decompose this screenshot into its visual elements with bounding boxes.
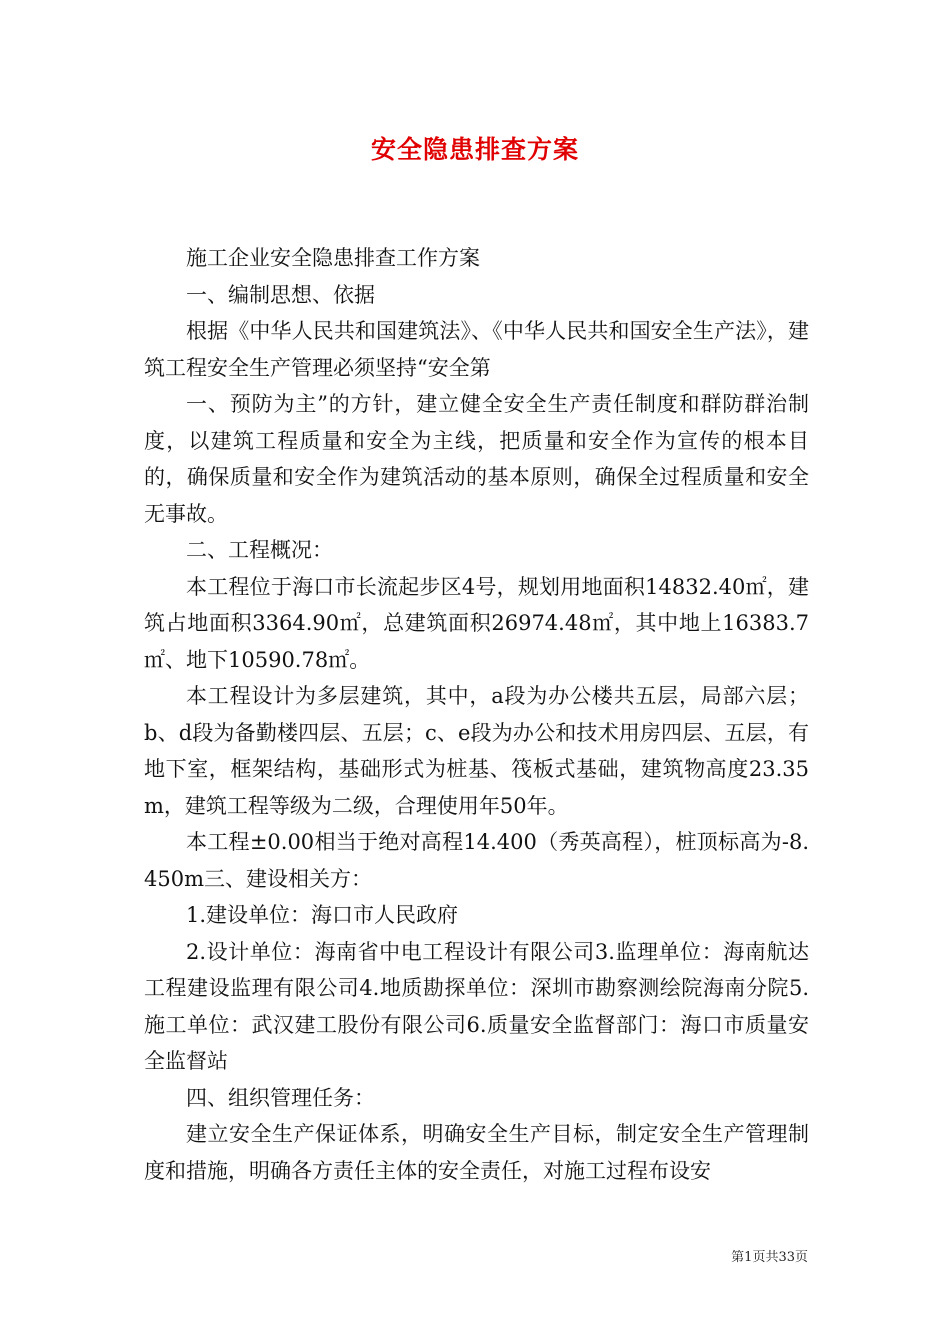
paragraph-heading: 施工企业安全隐患排查工作方案 (186, 246, 480, 270)
document-title: 安全隐患排查方案 (370, 135, 579, 164)
paragraph-elevation: 本工程±0.00相当于绝对高程14.400（秀英高程），桩顶标高为-8.450m三、建设相关方： (144, 830, 809, 891)
paragraph-basis: 根据《中华人民共和国建筑法》、《中华人民共和国安全生产法》，建筑工程安全生产管理必须坚持“安全第 (144, 319, 809, 380)
paragraph-policy: 一、预防为主”的方针，建立健全安全生产责任制度和群防群治制度，以建筑工程质量和安全为主线，把质量和安全作为宣传的根本目的，确保质量和安全作为建筑活动的基本原则，确保全过程质量和安全无事故。 (144, 392, 809, 526)
section-heading-1: 一、编制思想、依据 (186, 282, 375, 307)
section-heading-2: 二、工程概况： (186, 538, 333, 562)
document-body (144, 240, 809, 1189)
paragraph-location: 本工程位于海口市长流起步区4号，规划用地面积14832.40㎡，建筑占地面积3364.90㎡，总建筑面积26974.48㎡，其中地上16383.7㎡、地下10590.78㎡。 (144, 574, 809, 672)
paragraph-parties: 2.设计单位：海南省中电工程设计有限公司3.监理单位：海南航达工程建设监理有限公司4.地质勘探单位：深圳市勘察测绘院海南分院5.施工单位：武汉建工股份有限公司6.质量安全监督部门：海口市质量安全监督站 (144, 939, 809, 1073)
section-heading-4: 四、组织管理任务： (186, 1085, 375, 1110)
paragraph-management: 建立安全生产保证体系，明确安全生产目标，制定安全生产管理制度和措施，明确各方责任主体的安全责任，对施工过程布设安 (144, 1122, 809, 1183)
page-number: 第1页共33页 (731, 1250, 808, 1265)
paragraph-design: 本工程设计为多层建筑，其中，a段为办公楼共五层，局部六层；b、d段为备勤楼四层、五层；c、e段为办公和技术用房四层、五层，有地下室，框架结构，基础形式为桩基、筏板式基础，建筑物高度23.35m，建筑工程等级为二级，合理使用年50年。 (144, 684, 809, 818)
paragraph-builder: 1.建设单位：海口市人民政府 (186, 903, 459, 927)
